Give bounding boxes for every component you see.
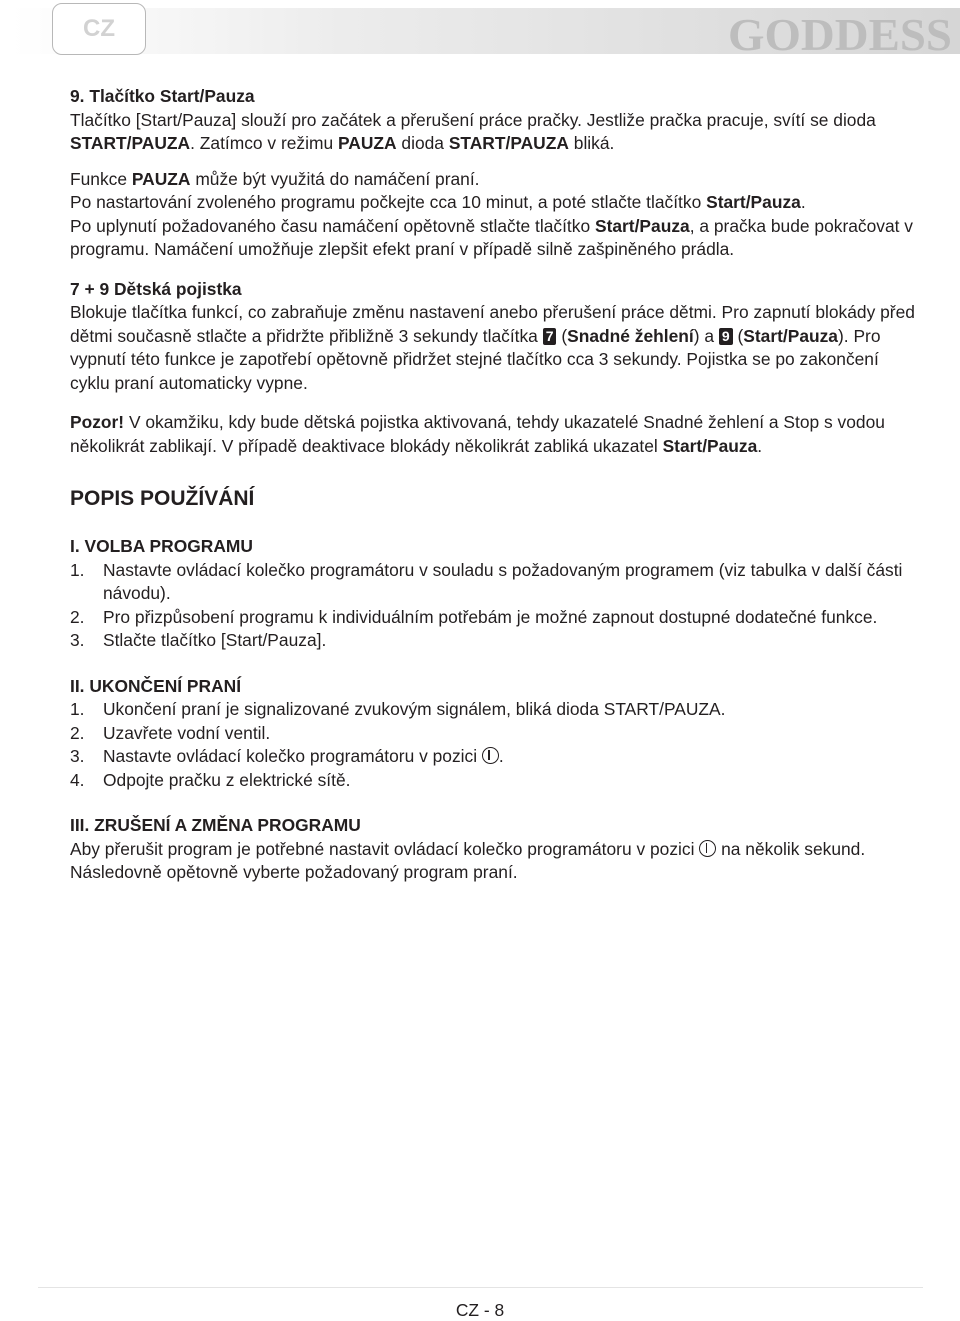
key-9-badge: 9 bbox=[719, 328, 733, 345]
list-item: 2. Pro přizpůsobení programu k individuálním potřebám je možné zapnout dostupné dodatečné funkce. bbox=[70, 606, 878, 627]
list-item: 4. Odpojte pračku z elektrické sítě. bbox=[70, 769, 351, 790]
brand-logo-text: GODDESS bbox=[728, 9, 952, 58]
warning-para: Pozor! V okamžiku, kdy bude dětská pojistka aktivovaná, tehdy ukazatelé Snadné žehlení a Stop s vodou několikrát zablikají. V případě deaktivace blokády několikrát zabliká ukazatel Start/Pauza. bbox=[70, 412, 885, 456]
warning-label: Pozor! bbox=[70, 412, 125, 432]
manual-content bbox=[70, 85, 920, 885]
page-number: CZ - 8 bbox=[455, 1300, 505, 1320]
section-9-para-1: Tlačítko [Start/Pauza] slouží pro začátek a přerušení práce pračky. Jestliže pračka pracuje, svítí se dioda START/PAUZA. Zatímco v režimu PAUZA dioda START/PAUZA bliká. bbox=[70, 109, 876, 153]
section-9-para-2: Funkce PAUZA může být využitá do namáčení praní. bbox=[70, 168, 480, 189]
off-position-icon bbox=[699, 840, 716, 857]
child-lock-para: Blokuje tlačítka funkcí, co zabraňuje změnu nastavení anebo přerušení práce dětmi. Pro zapnutí blokády před dětmi současně stlačte a přidržte přibližně 3 sekundy tlačítka 7 (Snadné žehlení) a 9 (Start/Pauza). Pro vypnutí této funkce je zapotřebí opětovně přidržet stejné tlačítko cca 3 sekundy. Pojistka se po zakončení cyklu praní automaticky vypne. bbox=[70, 302, 915, 393]
main-heading: POPIS POUŽÍVÁNÍ bbox=[70, 487, 255, 510]
footer-divider bbox=[38, 1287, 923, 1288]
section-9-title: 9. Tlačítko Start/Pauza bbox=[70, 86, 255, 106]
child-lock-title: 7 + 9 Dětská pojistka bbox=[70, 278, 242, 299]
list-item: 1. Ukončení praní je signalizované zvukovým signálem, bliká dioda START/PAUZA. bbox=[70, 699, 726, 719]
list-item: 3. Nastavte ovládací kolečko programátoru v pozici . bbox=[70, 746, 504, 766]
list-item: 1. Nastavte ovládací kolečko programátoru v souladu s požadovaným programem (viz tabulka v další části návodu). bbox=[70, 559, 903, 603]
program-cancel-title: III. ZRUŠENÍ A ZMĚNA PROGRAMU bbox=[70, 815, 361, 835]
program-selection-list bbox=[70, 559, 920, 653]
list-item: 2. Uzavřete vodní ventil. bbox=[70, 722, 271, 743]
section-9-para-4: Po uplynutí požadovaného času namáčení opětovně stlačte tlačítko Start/Pauza, a pračka bude pokračovat v programu. Namáčení umožňuje zlepšit efekt praní v případě silně zašpiněného prádla. bbox=[70, 215, 913, 259]
wash-end-title: II. UKONČENÍ PRANÍ bbox=[70, 675, 242, 696]
program-cancel-para: Aby přerušit program je potřebné nastavit ovládací kolečko programátoru v pozici na několik sekund. Následovně opětovně vyberte požadovaný program praní. bbox=[70, 838, 866, 882]
off-position-icon bbox=[482, 747, 499, 764]
program-selection-title: I. VOLBA PROGRAMU bbox=[70, 536, 253, 556]
brand-logo bbox=[722, 4, 958, 58]
key-7-badge: 7 bbox=[543, 328, 557, 345]
list-item: 3. Stlačte tlačítko [Start/Pauza]. bbox=[70, 630, 327, 650]
wash-end-list bbox=[70, 698, 920, 792]
section-9-para-3: Po nastartování zvoleného programu počkejte cca 10 minut, a poté stlačte tlačítko Start/Pauza. bbox=[70, 192, 806, 212]
language-tab: CZ bbox=[52, 3, 146, 55]
